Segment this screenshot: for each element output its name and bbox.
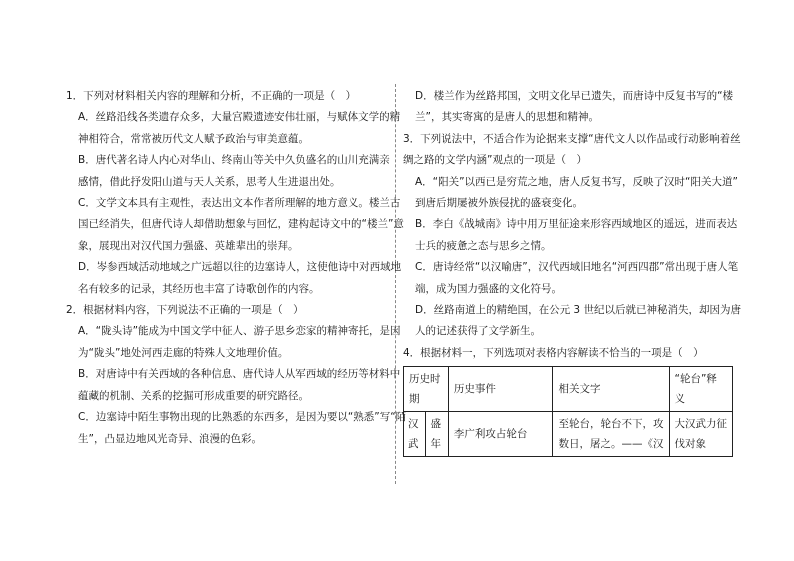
text-line: A．“阳关”以西已是穷荒之地，唐人反复书写，反映了汉时“阳关大道”: [415, 175, 738, 188]
text-line: 士兵的疲惫之态与思乡之情。: [415, 239, 552, 252]
answer-option: [66, 150, 388, 193]
cell-event: 李广利攻占轮台: [448, 412, 553, 457]
text-line: 4．根据材料一，下列选项对表格内容解读不恰当的一项是（ ）: [403, 346, 704, 359]
answer-option: [403, 257, 739, 300]
left-column: [66, 86, 407, 450]
text-line: C．文学文本具有主观性，表达出文本作者所理解的地方意义。楼兰古: [78, 197, 401, 210]
header-meaning: “轮台”释义: [669, 367, 733, 412]
text-line: 感情，借此抒发阳山道与天人关系，思考人生进退出处。: [78, 175, 341, 188]
question-stem: [403, 343, 733, 364]
text-line: D．岑参西域活动地域之广远超以往的边塞诗人，这使他诗中对西域地: [78, 261, 402, 274]
text-line: 神相符合，常常被历代文人赋予政治与审美意蕴。: [78, 132, 309, 145]
right-column: [403, 86, 741, 457]
answer-option: [66, 407, 407, 450]
answer-option: [66, 257, 402, 300]
header-event: 历史事件: [448, 367, 553, 412]
text-line: D．丝路南道上的精绝国，在公元 3 世纪以后就已神秘消失，却因为唐: [415, 304, 741, 317]
cell-meaning: 大汉武力征 伐对象: [669, 412, 733, 457]
text-line: 国已经消失，但唐代诗人却借助想象与回忆，建构起诗文中的“楼兰”意: [78, 218, 404, 231]
reference-table: [403, 366, 733, 457]
cell-era: 盛 年: [426, 412, 448, 457]
question-stem: [403, 129, 741, 172]
text-line: A．“陇头诗”能成为中国文学中征人、游子思乡恋家的精神寄托，是因: [78, 325, 401, 338]
right-column-questions: [403, 86, 741, 364]
text-line: 兰”，其实寄寓的是唐人的思想和精神。: [415, 111, 599, 124]
table-row: [404, 412, 733, 457]
answer-option: [403, 214, 738, 257]
answer-option: [403, 86, 733, 129]
text-line: 名有较多的记录，其经历也丰富了诗歌创作的内容。: [78, 282, 320, 295]
text-line: 端，成为国力强盛的文化符号。: [415, 282, 562, 295]
text-line: 到唐后期屡被外族侵扰的盛衰变化。: [415, 197, 583, 210]
text-line: 3．下列说法中，不适合作为论据来支撑“唐代文人以作品或行动影响着丝: [403, 132, 741, 145]
text-line: C．唐诗经常“以汉喻唐”，汉代西域旧地名“河西四郡”常出现于唐人笔: [415, 261, 739, 274]
table-header-row: [404, 367, 733, 412]
answer-option: [66, 364, 401, 407]
text-line: 2．根据材料内容，下列说法不正确的一项是（ ）: [66, 304, 304, 317]
question-stem: [66, 300, 388, 321]
text-line: B．对唐诗中有关西域的各种信息、唐代诗人从军西域的经历等材料中: [78, 368, 401, 381]
question-stem: [66, 86, 388, 107]
cell-dynasty: 汉 武: [404, 412, 426, 457]
text-line: 为“陇头”地处河西走廊的特殊人文地理价值。: [78, 346, 289, 359]
text-line: 1．下列对材料相关内容的理解和分析，不正确的一项是（ ）: [66, 90, 357, 102]
answer-option: [403, 300, 741, 343]
cell-text: 至轮台，轮台不下，攻 数日，屠之。——《汉: [553, 412, 669, 457]
text-line: D．楼兰作为丝路邦国，文明文化早已遗失，而唐诗中反复书写的“楼: [415, 90, 734, 102]
text-line: B．李白《战城南》诗中用万里征途来形容西域地区的遥远，进而表达: [415, 218, 738, 231]
text-line: 蕴藏的机制、关系的挖掘可形成重要的研究路径。: [78, 389, 309, 402]
text-line: A．丝路沿线各类遗存众多，大量宫殿遗迹安伟壮丽，与赋体文学的精: [78, 111, 401, 124]
text-line: C．边塞诗中陌生事物出现的比熟悉的东西多，是因为要以“熟悉”写“陌: [78, 411, 407, 424]
answer-option: [66, 321, 401, 364]
answer-option: [66, 193, 404, 257]
header-text: 相关文字: [553, 367, 669, 412]
text-line: 生”，凸显边地风光奇异、浪漫的色彩。: [78, 432, 262, 445]
answer-option: [66, 107, 401, 150]
text-line: 人的记述获得了文学新生。: [415, 325, 541, 338]
answer-option: [403, 172, 738, 215]
text-line: 绸之路的文学内涵”观点的一项是（ ）: [403, 154, 587, 167]
text-line: 象，展现出对汉代国力强盛、英雄辈出的崇拜。: [78, 239, 299, 252]
text-line: B．唐代著名诗人内心对华山、终南山等关中久负盛名的山川充满亲: [78, 154, 390, 167]
header-period: 历史时 期: [404, 367, 449, 412]
column-divider: [395, 84, 396, 484]
